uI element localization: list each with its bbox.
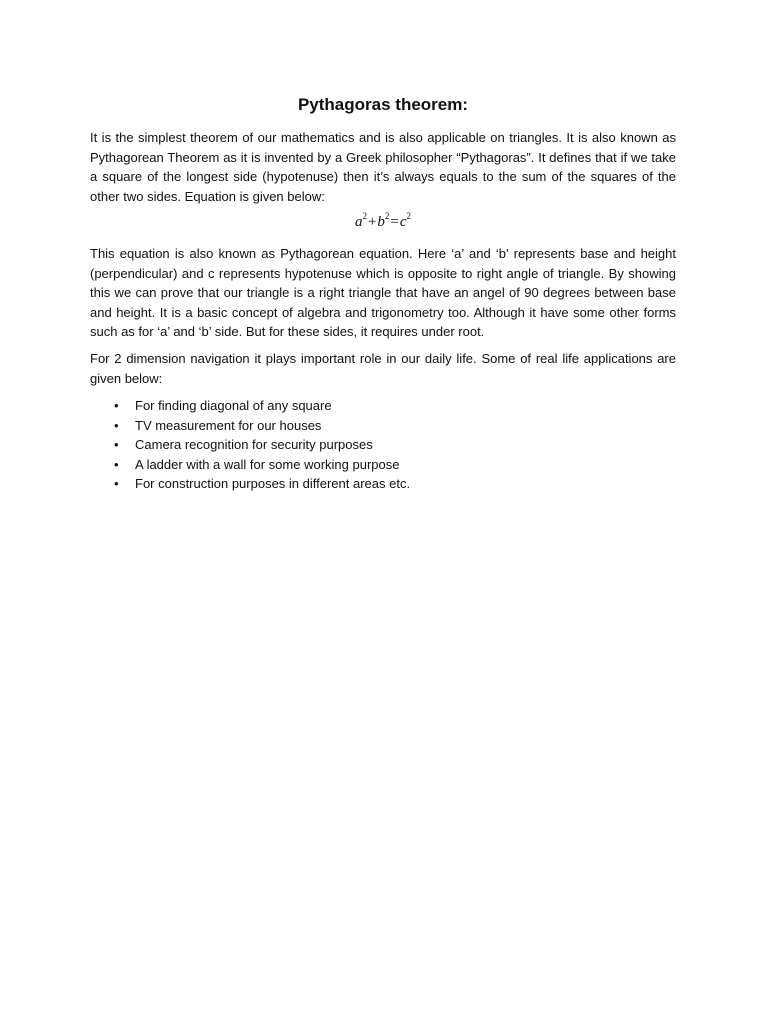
page-title: Pythagoras theorem: — [297, 95, 469, 114]
equation-exponent-c: 2 — [406, 211, 412, 221]
list-item-text: For finding diagonal of any square — [135, 398, 332, 413]
equation-var-b: b — [377, 214, 385, 230]
list-item-text: TV measurement for our houses — [135, 417, 322, 433]
equation-var-a: a — [354, 214, 363, 230]
equation-exponent-a: 2 — [362, 211, 367, 221]
bullet-icon: • — [114, 476, 119, 491]
list-item — [90, 416, 410, 436]
bullet-icon: • — [114, 456, 119, 472]
list-item — [90, 455, 410, 475]
explanation-paragraph: This equation is also known as Pythagorean equation. Here ‘a’ and ‘b’ represents base and height (perpendicular) and c represents hypotenuse which is opposite to right angle of triangle. By showing this we can prove that our triangle is a right triangle that have an angel of 90 degrees between base and height. It is a basic concept of algebra and trigonometry too. Although it have some other forms such as for ‘a’ and ‘b’ side. But for these sides, it requires under root. — [90, 246, 676, 339]
bullet-icon: • — [114, 417, 119, 433]
bullet-icon: • — [114, 398, 119, 413]
list-item — [90, 474, 410, 494]
equation-exponent-b: 2 — [384, 211, 390, 221]
applications-intro-paragraph: For 2 dimension navigation it plays important role in our daily life. Some of real life applications are given below: — [90, 351, 676, 386]
pythagorean-equation — [90, 212, 676, 232]
list-item-text: Camera recognition for security purposes — [135, 437, 373, 452]
list-item — [90, 435, 410, 455]
document-page — [90, 0, 676, 1024]
equation-var-c: c — [399, 214, 407, 230]
list-item-text: A ladder with a wall for some working purpose — [135, 456, 400, 472]
applications-list — [90, 396, 410, 494]
intro-paragraph: It is the simplest theorem of our mathematics and is also applicable on triangles. It is also known as Pythagorean Theorem as it is invented by a Greek philosopher “Pythagoras”. It defines that if we take a square of the longest side (hypotenuse) then it’s always equals to the sum of the squares of the other two sides. Equation is given below: — [90, 130, 676, 204]
equation-plus: + — [367, 214, 377, 230]
equation-equals: = — [390, 214, 399, 230]
list-item-text: For construction purposes in different areas etc. — [135, 476, 411, 491]
list-item — [90, 396, 410, 416]
bullet-icon: • — [114, 437, 119, 452]
